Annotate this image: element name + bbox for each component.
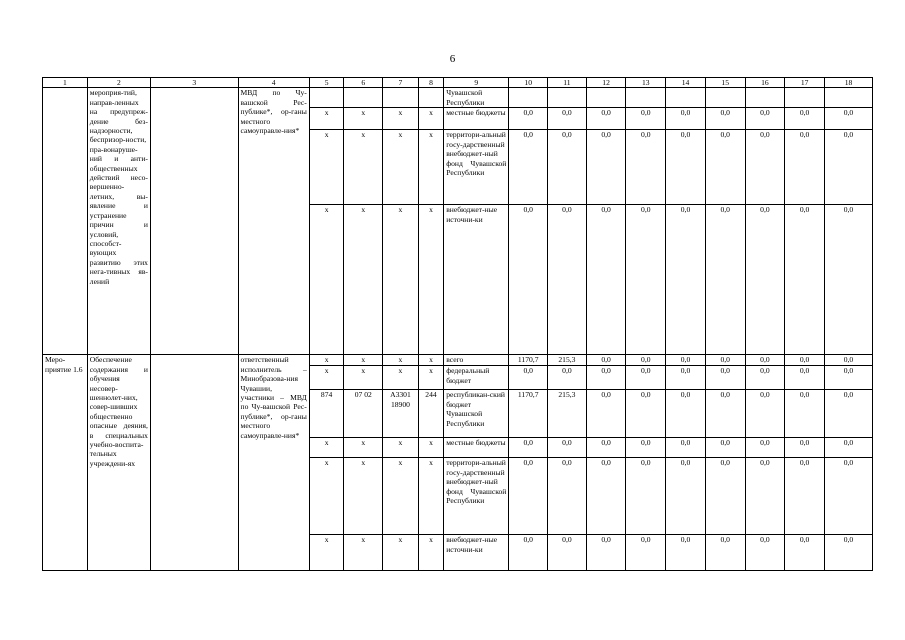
cell-value: 0,0 [666, 205, 706, 355]
cell-value: 0,0 [705, 535, 745, 571]
cell-grbs: x [309, 355, 344, 366]
table-row [43, 88, 873, 108]
cell-value: 0,0 [705, 130, 745, 205]
column-header: 13 [626, 78, 666, 88]
cell-value: 0,0 [509, 205, 548, 355]
cell-csr: А3301 18900 [383, 390, 419, 438]
cell-value: 0,0 [548, 108, 587, 130]
cell-subprogram [150, 355, 238, 571]
cell-vr: x [418, 108, 443, 130]
cell-value: 0,0 [666, 108, 706, 130]
cell-value: 0,0 [626, 390, 666, 438]
cell-rzpr: 07 02 [344, 390, 383, 438]
cell-code [383, 88, 419, 108]
column-header: 11 [548, 78, 587, 88]
cell-value [824, 88, 872, 108]
cell-vr: 244 [418, 390, 443, 438]
cell-value: 0,0 [745, 458, 785, 535]
cell-value: 0,0 [586, 535, 626, 571]
cell-value: 0,0 [626, 458, 666, 535]
cell-csr: x [383, 366, 419, 390]
cell-value: 0,0 [586, 458, 626, 535]
column-header: 15 [705, 78, 745, 88]
cell-value: 0,0 [586, 366, 626, 390]
cell-value: 0,0 [626, 205, 666, 355]
cell-funding-source: внебюджет-ные источни-ки [444, 535, 509, 571]
column-header: 9 [444, 78, 509, 88]
cell-value: 0,0 [705, 108, 745, 130]
cell-csr: x [383, 205, 419, 355]
cell-value: 0,0 [666, 458, 706, 535]
cell-value: 0,0 [509, 438, 548, 458]
cell-rzpr: x [344, 205, 383, 355]
cell-executor: ответственный исполнитель – Минобразова-ния Чувашии, участники – МВД по Чу-вашской Рес-публике*, ор-ганы местного самоуправле-ния* [238, 355, 309, 571]
cell-code [309, 88, 344, 108]
cell-rzpr: x [344, 535, 383, 571]
cell-value: 0,0 [626, 535, 666, 571]
cell-value [548, 88, 587, 108]
cell-funding-source: Чувашской Республики [444, 88, 509, 108]
cell-value: 0,0 [785, 390, 825, 438]
cell-grbs: x [309, 535, 344, 571]
cell-csr: x [383, 355, 419, 366]
cell-funding-source: федеральный бюджет [444, 366, 509, 390]
cell-rzpr: x [344, 130, 383, 205]
cell-value [785, 88, 825, 108]
cell-funding-source: всего [444, 355, 509, 366]
cell-rzpr: x [344, 438, 383, 458]
cell-value: 0,0 [666, 366, 706, 390]
cell-vr: x [418, 205, 443, 355]
cell-value: 0,0 [824, 458, 872, 535]
cell-value: 0,0 [509, 130, 548, 205]
cell-funding-source: территори-альный госу-дарственный внебюджет-ный фонд Чувашской Республики [444, 458, 509, 535]
column-header: 5 [309, 78, 344, 88]
cell-value [745, 88, 785, 108]
cell-value: 0,0 [745, 130, 785, 205]
cell-csr: x [383, 130, 419, 205]
cell-value: 1170,7 [509, 390, 548, 438]
cell-value: 0,0 [626, 130, 666, 205]
cell-executor: МВД по Чу-вашской Рес-публике*, ор-ганы местного самоуправле-ния* [238, 88, 309, 355]
cell-measure-name: мероприя-тий, направ-ленных на предупреж-дение без-надзорности, беспризор-ности, пра-вонаруше-ний и анти-общественных действий несо-вершенно-летних, вы-явление и устранение причин и условий, способст-вующих развитию этих нега-тивных яв-лений [87, 88, 150, 355]
cell-value: 1170,7 [509, 355, 548, 366]
cell-value: 0,0 [666, 355, 706, 366]
column-header: 14 [666, 78, 706, 88]
cell-value: 0,0 [785, 205, 825, 355]
cell-value: 0,0 [824, 390, 872, 438]
cell-vr: x [418, 355, 443, 366]
cell-value: 0,0 [586, 130, 626, 205]
cell-value: 0,0 [586, 438, 626, 458]
cell-value: 0,0 [745, 366, 785, 390]
cell-value: 0,0 [666, 535, 706, 571]
cell-value [586, 88, 626, 108]
column-header: 1 [43, 78, 88, 88]
cell-value: 0,0 [666, 438, 706, 458]
cell-vr: x [418, 130, 443, 205]
cell-value: 0,0 [548, 535, 587, 571]
cell-value: 0,0 [745, 108, 785, 130]
column-header: 7 [383, 78, 419, 88]
column-header: 8 [418, 78, 443, 88]
cell-grbs: x [309, 205, 344, 355]
cell-vr: x [418, 366, 443, 390]
cell-value: 0,0 [705, 390, 745, 438]
cell-value: 0,0 [509, 366, 548, 390]
cell-value: 0,0 [626, 366, 666, 390]
cell-funding-source: территори-альный госу-дарственный внебюджет-ный фонд Чувашской Республики [444, 130, 509, 205]
cell-status [43, 88, 88, 355]
cell-value: 0,0 [824, 130, 872, 205]
cell-value [626, 88, 666, 108]
column-header: 17 [785, 78, 825, 88]
cell-value: 0,0 [666, 130, 706, 205]
cell-value: 0,0 [586, 355, 626, 366]
cell-value: 0,0 [705, 355, 745, 366]
cell-vr: x [418, 458, 443, 535]
column-header: 2 [87, 78, 150, 88]
cell-value: 0,0 [705, 458, 745, 535]
cell-subprogram [150, 88, 238, 355]
cell-value: 0,0 [586, 390, 626, 438]
cell-rzpr: x [344, 366, 383, 390]
cell-value: 0,0 [785, 535, 825, 571]
cell-value: 0,0 [705, 438, 745, 458]
cell-value: 0,0 [785, 130, 825, 205]
cell-grbs: x [309, 130, 344, 205]
cell-value: 0,0 [509, 458, 548, 535]
cell-value: 0,0 [626, 108, 666, 130]
cell-csr: x [383, 438, 419, 458]
cell-value: 0,0 [824, 205, 872, 355]
cell-value: 0,0 [705, 366, 745, 390]
cell-value [509, 88, 548, 108]
cell-value: 0,0 [548, 458, 587, 535]
cell-value: 0,0 [548, 205, 587, 355]
cell-code [344, 88, 383, 108]
header-row [43, 78, 873, 88]
cell-value: 0,0 [824, 535, 872, 571]
cell-value: 0,0 [785, 366, 825, 390]
cell-value: 215,3 [548, 355, 587, 366]
cell-vr: x [418, 438, 443, 458]
column-header: 18 [824, 78, 872, 88]
cell-csr: x [383, 108, 419, 130]
cell-value: 0,0 [666, 390, 706, 438]
column-header: 16 [745, 78, 785, 88]
cell-value: 0,0 [824, 438, 872, 458]
cell-funding-source: республикан-ский бюджет Чувашской Республики [444, 390, 509, 438]
cell-value: 0,0 [626, 355, 666, 366]
cell-value: 0,0 [745, 438, 785, 458]
cell-grbs: x [309, 438, 344, 458]
cell-funding-source: местные бюджеты [444, 108, 509, 130]
page-number: 6 [449, 53, 456, 65]
cell-value: 0,0 [745, 535, 785, 571]
cell-value: 0,0 [785, 458, 825, 535]
cell-value: 0,0 [548, 366, 587, 390]
cell-funding-source: местные бюджеты [444, 438, 509, 458]
cell-grbs: x [309, 108, 344, 130]
cell-value: 0,0 [548, 438, 587, 458]
column-header: 12 [586, 78, 626, 88]
cell-grbs: x [309, 366, 344, 390]
cell-vr: x [418, 535, 443, 571]
cell-value: 0,0 [509, 535, 548, 571]
cell-value: 215,3 [548, 390, 587, 438]
cell-rzpr: x [344, 355, 383, 366]
cell-value: 0,0 [705, 205, 745, 355]
cell-value: 0,0 [548, 130, 587, 205]
cell-value: 0,0 [745, 390, 785, 438]
cell-value [666, 88, 706, 108]
cell-value: 0,0 [509, 108, 548, 130]
cell-csr: x [383, 458, 419, 535]
cell-status: Меро-приятие 1.6 [43, 355, 88, 571]
cell-measure-name: Обеспечение содержания и обучения несовер-шеннолет-них, совер-шивших общественно опасные деяния, в специальных учебно-воспита-тельных учреждени-ях [87, 355, 150, 571]
cell-funding-source: внебюджет-ные источни-ки [444, 205, 509, 355]
cell-value: 0,0 [785, 108, 825, 130]
cell-value: 0,0 [785, 355, 825, 366]
cell-value: 0,0 [824, 366, 872, 390]
column-header: 6 [344, 78, 383, 88]
cell-value: 0,0 [586, 108, 626, 130]
column-header: 4 [238, 78, 309, 88]
cell-csr: x [383, 535, 419, 571]
cell-value [705, 88, 745, 108]
cell-code [418, 88, 443, 108]
column-header: 10 [509, 78, 548, 88]
table-row [43, 355, 873, 366]
column-header: 3 [150, 78, 238, 88]
cell-grbs: x [309, 458, 344, 535]
cell-value: 0,0 [824, 355, 872, 366]
cell-value: 0,0 [586, 205, 626, 355]
cell-value: 0,0 [785, 438, 825, 458]
cell-value: 0,0 [745, 205, 785, 355]
cell-value: 0,0 [745, 355, 785, 366]
cell-rzpr: x [344, 458, 383, 535]
program-table [42, 77, 873, 571]
cell-value: 0,0 [824, 108, 872, 130]
cell-value: 0,0 [626, 438, 666, 458]
cell-grbs: 874 [309, 390, 344, 438]
cell-rzpr: x [344, 108, 383, 130]
